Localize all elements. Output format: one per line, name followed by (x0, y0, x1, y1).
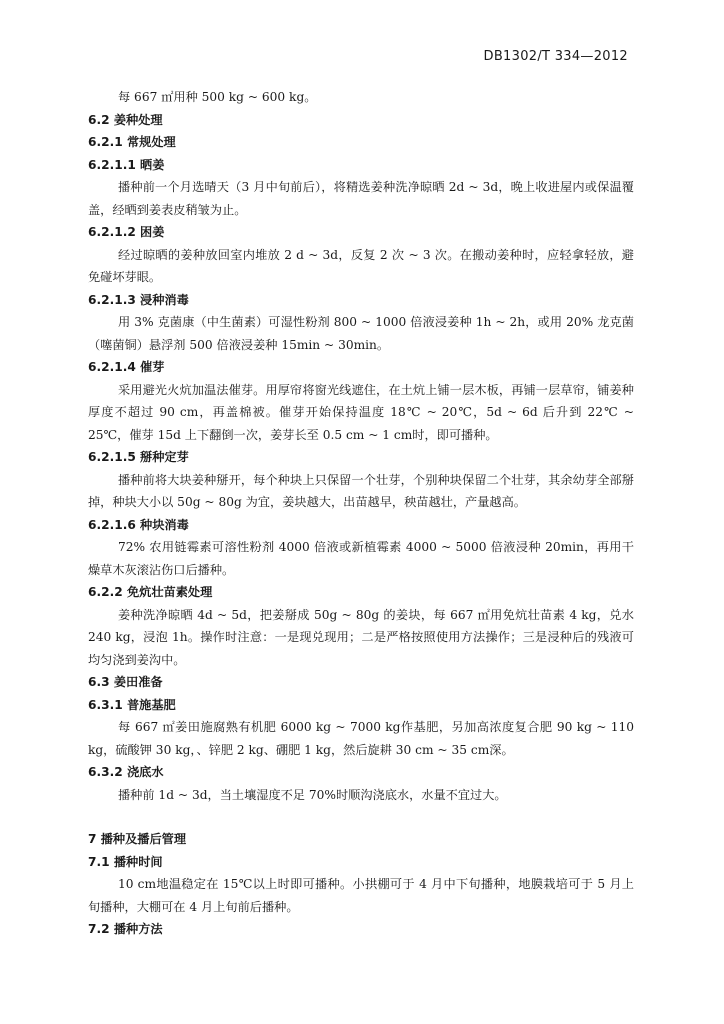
section-heading: 6.2.1.3 浸种消毒 (88, 292, 189, 307)
section-heading: 6.2.1.6 种块消毒 (88, 517, 189, 532)
paragraph: 用 3% 克菌康（中生菌素）可湿性粉剂 800 ~ 1000 倍液浸姜种 1h ~ 2h，或用 20% 龙克菌（噻菌铜）悬浮剂 500 倍液浸姜种 15min ~ 30min。 (88, 315, 634, 352)
section-heading: 7.1 播种时间 (88, 854, 163, 869)
section-heading: 6.2.1.5 掰种定芽 (88, 450, 189, 464)
paragraph: 播种前将大块姜种掰开，每个种块上只保留一个壮芽，个别种块保留二个壮芽，其余幼芽全部掰掉，种块大小以 50g ~ 80g 为宜，姜块越大，出苗越早，秧苗越壮，产量越高。 (88, 472, 634, 509)
paragraph: 72% 农用链霉素可溶性粉剂 4000 倍液或新植霉素 4000 ~ 5000 倍液浸种 20min，再用干燥草木灰滚沾伤口后播种。 (88, 540, 634, 577)
section-heading: 6.2.1.1 晒姜 (88, 157, 165, 172)
paragraph: 每 667 ㎡姜田施腐熟有机肥 6000 kg ~ 7000 kg作基肥，另加高浓度复合肥 90 kg ~ 110 kg，硫酸钾 30 kg，、锌肥 2 kg、硼肥 1 kg，然后旋耕 30 cm ~ 35 cm深。 (88, 720, 634, 757)
section-heading: 6.2.1.2 困姜 (88, 225, 165, 239)
section-heading: 7.2 播种方法 (88, 922, 163, 936)
section-heading: 6.3 姜田准备 (88, 675, 163, 689)
paragraph: 每 667 ㎡用种 500 kg ~ 600 kg。 (118, 90, 317, 104)
section-heading: 6.2.1.4 催芽 (88, 360, 165, 374)
paragraph: 经过晾晒的姜种放回室内堆放 2 d ~ 3d，反复 2 次 ~ 3 次。在搬动姜种时，应轻拿轻放，避免碰坏芽眼。 (88, 247, 634, 284)
paragraph: 播种前一个月选晴天（3 月中旬前后），将精选姜种洗净晾晒 2d ~ 3d，晚上收进屋内或保温覆盖，经晒到姜表皮稍皱为止。 (88, 180, 634, 217)
section-heading: 6.2 姜种处理 (88, 112, 163, 127)
section-heading: 6.2.2 免炕壮苗素处理 (88, 585, 213, 599)
document-body (88, 86, 634, 941)
document-code: DB1302/T 334—2012 (483, 49, 628, 64)
chapter-heading: 7 播种及播后管理 (88, 832, 187, 846)
paragraph: 采用避光火炕加温法催芽。用厚帘将窗光线遮住，在土炕上铺一层木板，再铺一层草帘，铺姜种厚度不超过 90 cm，再盖棉被。催芽开始保持温度 18℃ ~ 20℃，5d ~ 6d 后升到 22℃ ~ 25℃，催芽 15d 上下翻倒一次，姜芽长至 0.5 cm ~ 1 cm时，即可播种。 (88, 382, 634, 442)
paragraph: 播种前 1d ~ 3d，当土壤湿度不足 70%时顺沟浇底水，水量不宜过大。 (118, 787, 507, 802)
paragraph: 姜种洗净晾晒 4d ~ 5d，把姜掰成 50g ~ 80g 的姜块，每 667 ㎡用免炕壮苗素 4 kg，兑水 240 kg，浸泡 1h。操作时注意：一是现兑现用；二是严格按照使用方法操作；三是浸种后的残液可均匀浇到姜沟中。 (88, 607, 634, 667)
section-heading: 6.3.2 浇底水 (88, 765, 164, 779)
paragraph: 10 cm地温稳定在 15℃以上时即可播种。小拱棚可于 4 月中下旬播种，地膜栽培可于 5 月上旬播种，大棚可在 4 月上旬前后播种。 (88, 877, 634, 914)
section-heading: 6.3.1 普施基肥 (88, 697, 176, 712)
section-heading: 6.2.1 常规处理 (88, 135, 176, 149)
section-gap (88, 806, 634, 828)
